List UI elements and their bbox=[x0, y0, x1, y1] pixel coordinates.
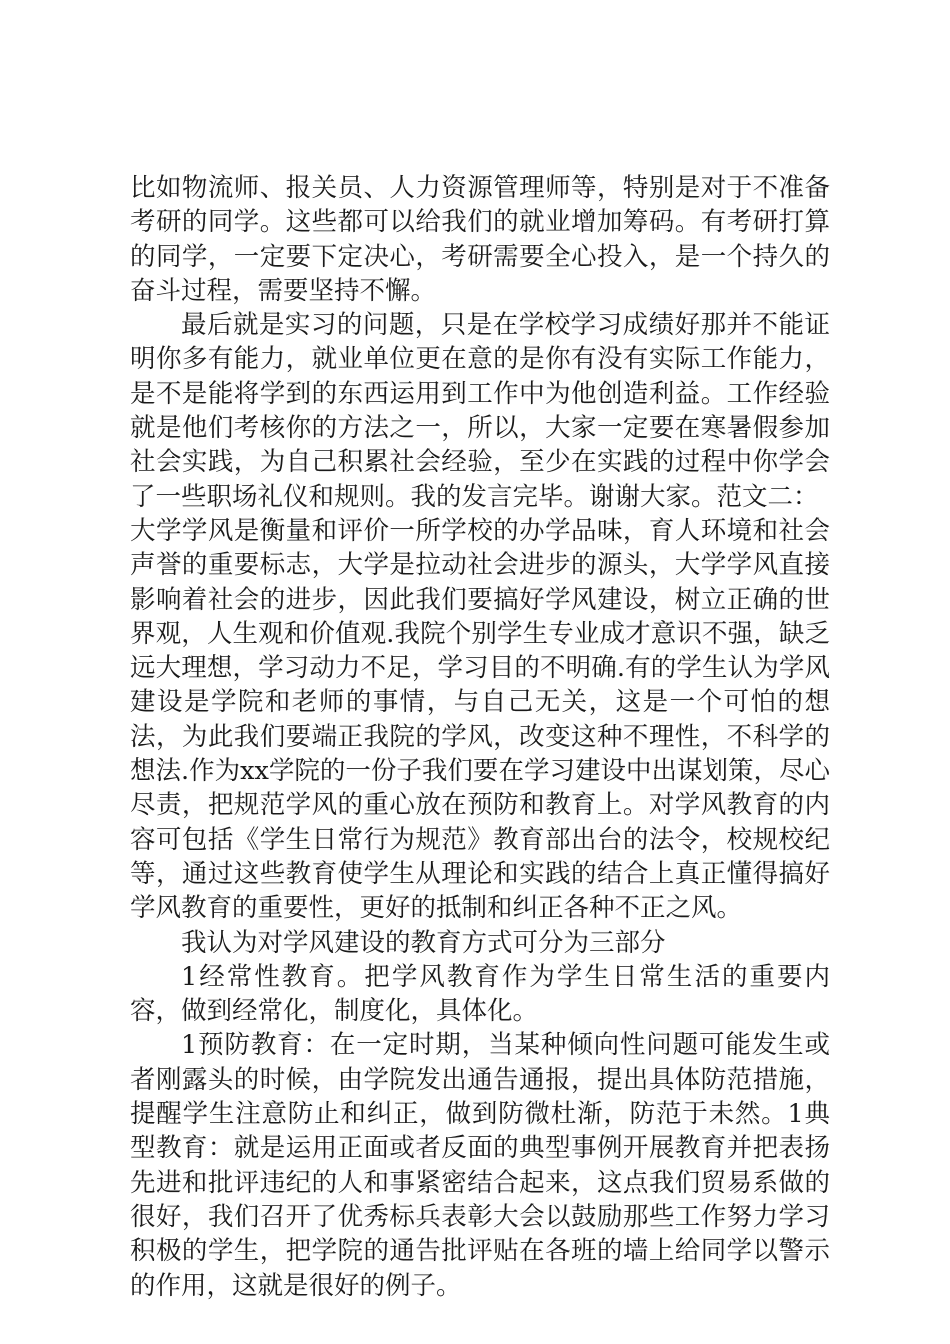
paragraph-2: 最后就是实习的问题，只是在学校学习成绩好那并不能证明你多有能力，就业单位更在意的是你有没有实际工作能力，是不是能将学到的东西运用到工作中为他创造利益。工作经验就是他们考核你的方法之一，所以，大家一定要在寒暑假参加社会实践，为自己积累社会经验，至少在实践的过程中你学会了一些职场礼仪和规则。我的发言完毕。谢谢大家。范文二： bbox=[130, 310, 830, 512]
paragraph-6: 1预防教育：在一定时期，当某种倾向性问题可能发生或者刚露头的时候，由学院发出通告通报，提出具体防范措施，提醒学生注意防止和纠正，做到防微杜渐，防范于未然。1典型教育：就是运用正面或者反面的典型事例开展教育并把表扬先进和批评违纪的人和事紧密结合起来，这点我们贸易系做的很好，我们召开了优秀标兵表彰大会以鼓励那些工作努力学习积极的学生，把学院的通告批评贴在各班的墙上给同学以警示的作用，这就是很好的例子。 bbox=[130, 1030, 830, 1301]
paragraph-3: 大学学风是衡量和评价一所学校的办学品味，育人环境和社会声誉的重要标志，大学是拉动社会进步的源头，大学学风直接影响着社会的进步，因此我们要搞好学风建设，树立正确的世界观，人生观和价值观.我院个别学生专业成才意识不强，缺乏远大理想，学习动力不足，学习目的不明确.有的学生认为学风建设是学院和老师的事情，与自己无关，这是一个可怕的想法，为此我们要端正我院的学风，改变这种不理性，不科学的想法.作为xx学院的一份子我们要在学习建设中出谋划策，尽心尽责，把规范学风的重心放在预防和教育上。对学风教育的内容可包括《学生日常行为规范》教育部出台的法令，校规校纪等，通过这些教育使学生从理论和实践的结合上真正懂得搞好学风教育的重要性，更好的抵制和纠正各种不正之风。 bbox=[130, 515, 830, 924]
paragraph-1: 比如物流师、报关员、人力资源管理师等，特别是对于不准备考研的同学。这些都可以给我们的就业增加筹码。有考研打算的同学，一定要下定决心，考研需要全心投入，是一个持久的奋斗过程，需要坚持不懈。 bbox=[130, 173, 830, 306]
paragraph-5: 1经常性教育。把学风教育作为学生日常生活的重要内容，做到经常化，制度化，具体化。 bbox=[130, 961, 830, 1027]
paragraph-4: 我认为对学风建设的教育方式可分为三部分 bbox=[181, 927, 666, 958]
document-body bbox=[130, 171, 830, 1303]
